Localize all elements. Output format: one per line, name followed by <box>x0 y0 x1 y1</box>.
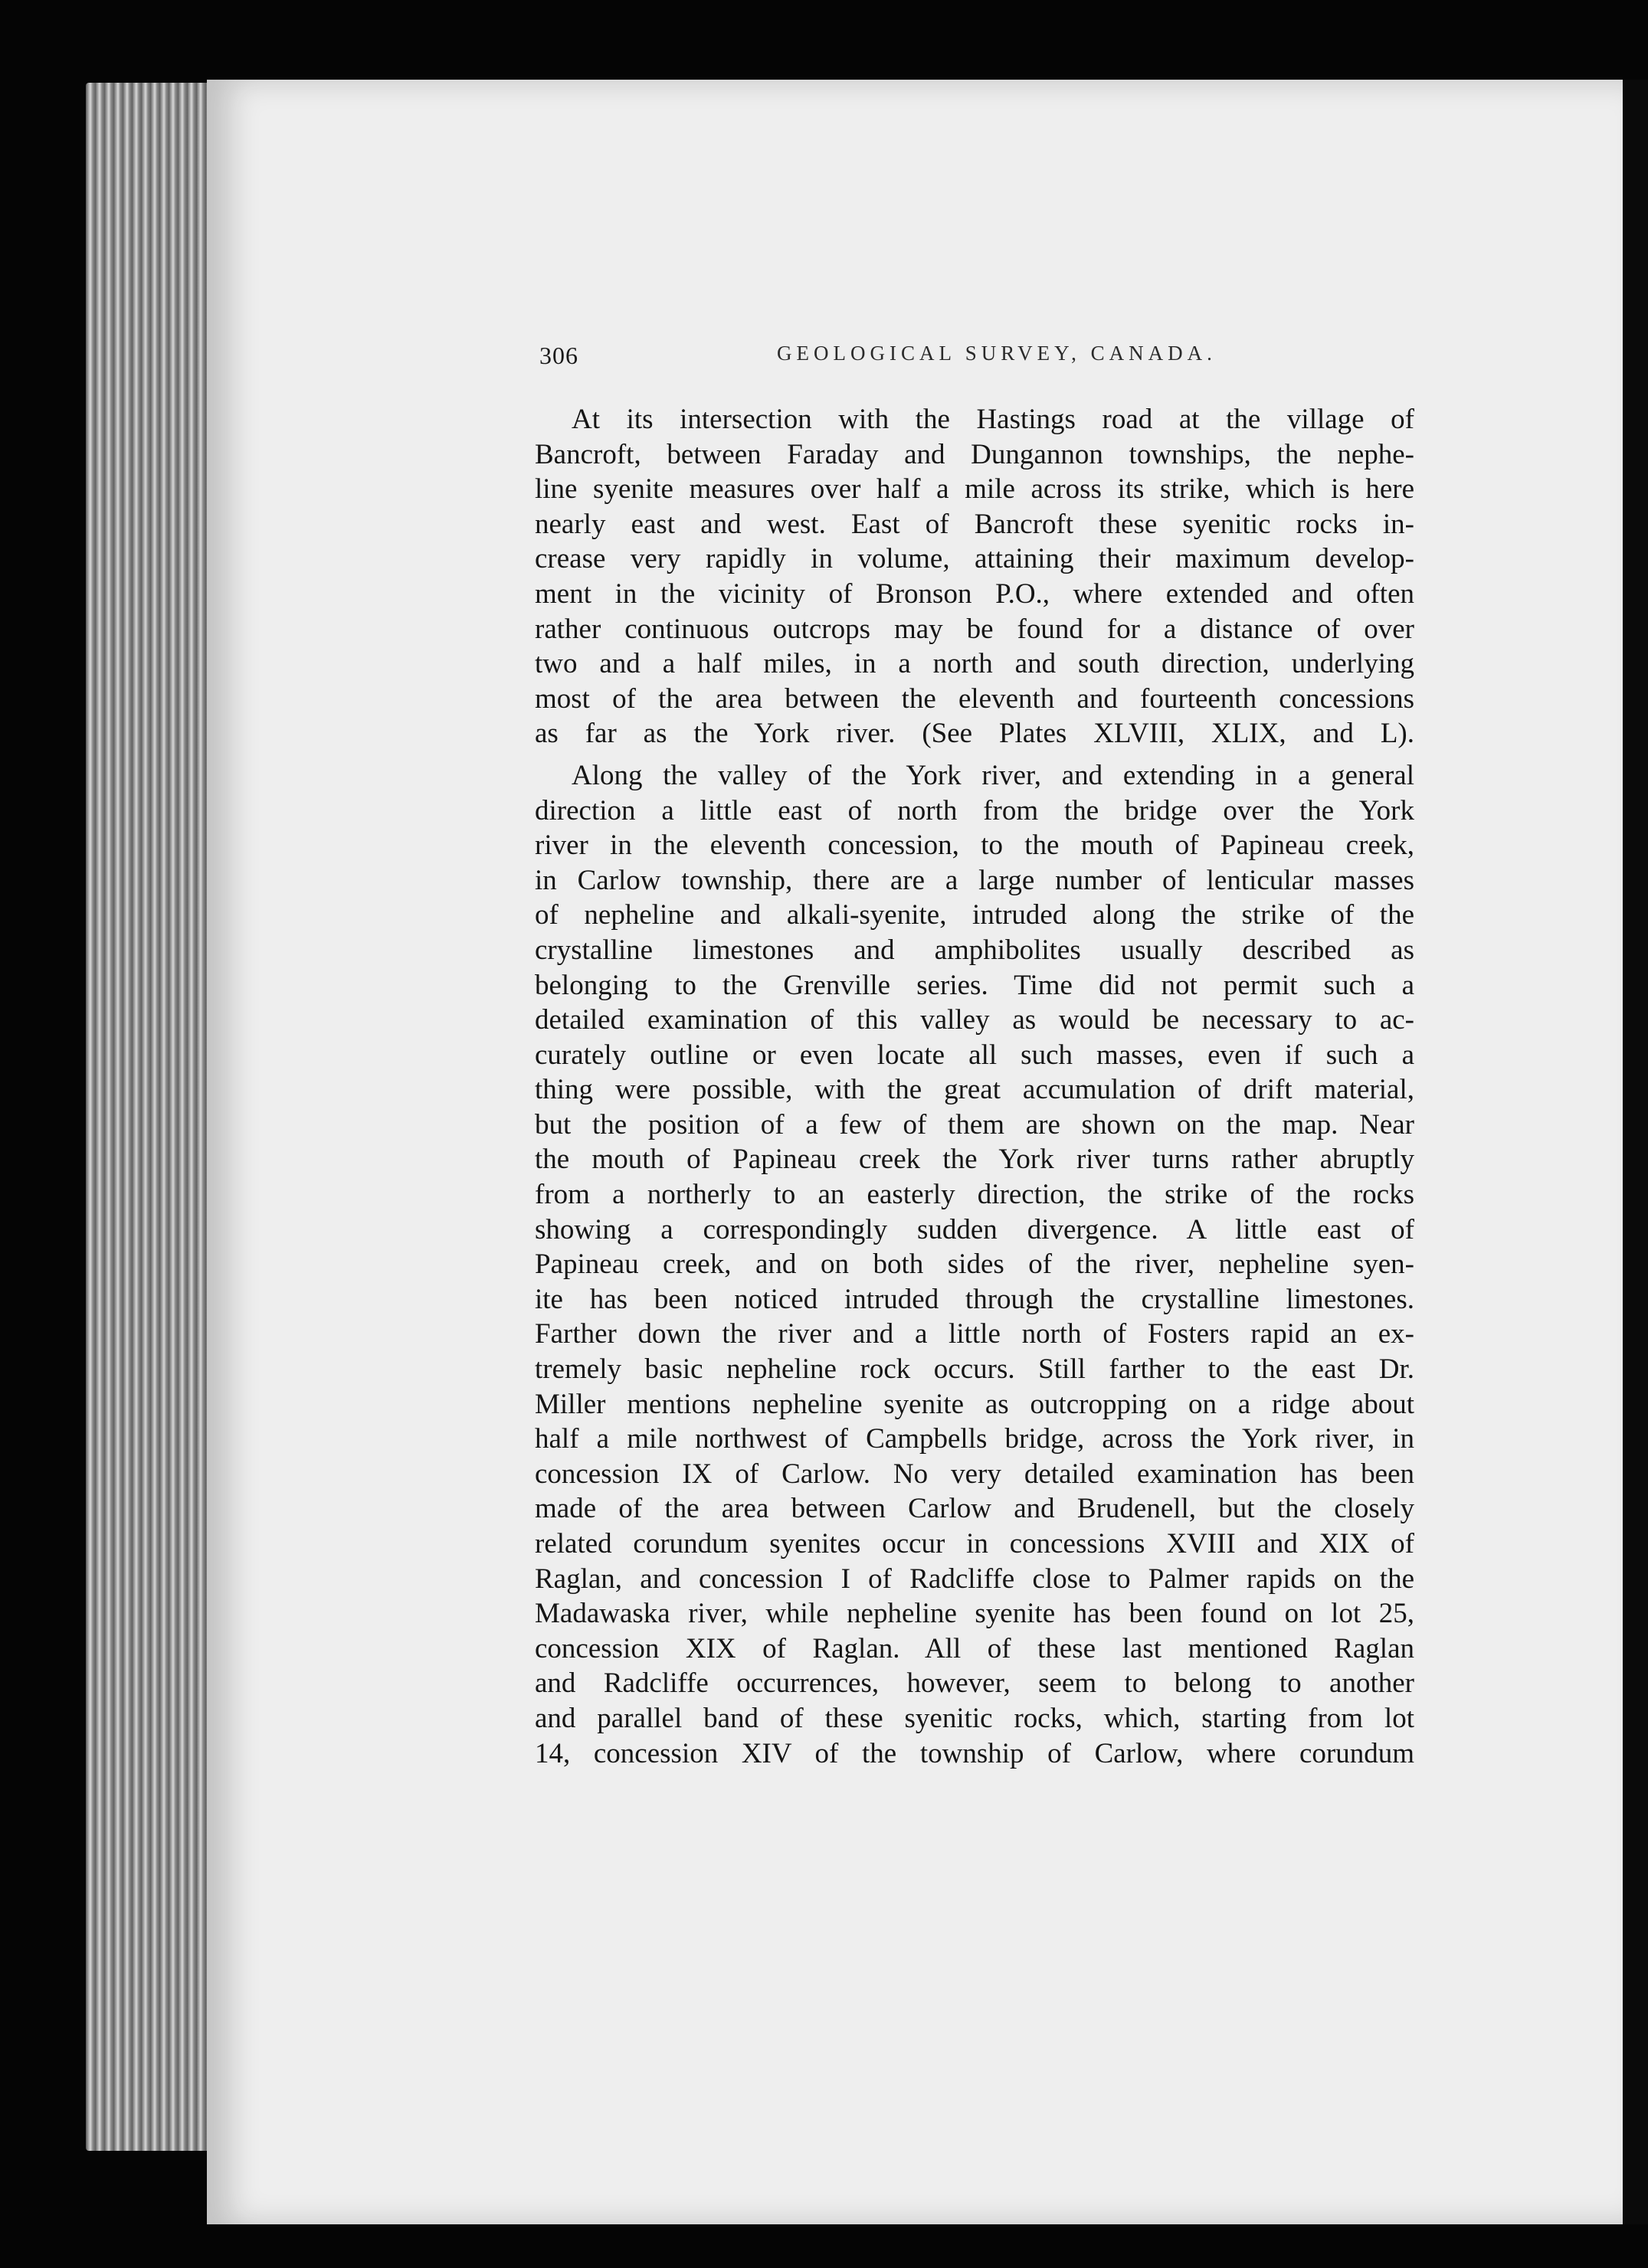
text-line: Raglan, and concession I of Radcliffe close to Palmer rapids on the <box>535 1563 1414 1595</box>
page-header <box>539 342 1416 372</box>
text-line: Farther down the river and a little north of Fosters rapid an ex- <box>535 1318 1414 1350</box>
text-line: and parallel band of these syenitic rocks, which, starting from lot <box>535 1702 1414 1734</box>
text-line: Madawaska river, while nepheline syenite has been found on lot 25, <box>535 1598 1414 1630</box>
text-line: belonging to the Grenville series. Time did not permit such a <box>535 969 1414 1001</box>
text-line: the mouth of Papineau creek the York river turns rather abruptly <box>535 1144 1414 1176</box>
text-line: Miller mentions nepheline syenite as outcropping on a ridge about <box>535 1388 1414 1420</box>
paragraph-2 <box>535 758 1414 1771</box>
text-line: and Radcliffe occurrences, however, seem to belong to another <box>535 1667 1414 1700</box>
text-line: concession XIX of Raglan. All of these last mentioned Raglan <box>535 1632 1414 1664</box>
text-line: thing were possible, with the great accumulation of drift material, <box>535 1074 1414 1106</box>
text-line: most of the area between the eleventh and fourteenth concessions <box>535 682 1414 715</box>
text-line: crease very rapidly in volume, attaining their maximum develop- <box>535 543 1414 575</box>
text-line: half a mile northwest of Campbells bridge, across the York river, in <box>535 1423 1414 1455</box>
text-line: concession IX of Carlow. No very detailed examination has been <box>535 1458 1414 1490</box>
text-line: two and a half miles, in a north and south direction, underlying <box>535 648 1414 680</box>
text-line: from a northerly to an easterly direction, the strike of the rocks <box>535 1179 1414 1211</box>
text-line: Along the valley of the York river, and extending in a general <box>572 759 1414 791</box>
body-text <box>535 402 1414 1771</box>
text-line: rather continuous outcrops may be found for a distance of over <box>535 613 1414 645</box>
text-line: ment in the vicinity of Bronson P.O., where extended and often <box>535 578 1414 610</box>
text-line: direction a little east of north from the bridge over the York <box>535 794 1414 826</box>
text-line: curately outline or even locate all such masses, even if such a <box>535 1039 1414 1071</box>
text-line: in Carlow township, there are a large number of lenticular masses <box>535 864 1414 896</box>
running-head: GEOLOGICAL SURVEY, CANADA. <box>777 342 1217 365</box>
text-line: Papineau creek, and on both sides of the river, nepheline syen- <box>535 1249 1414 1281</box>
text-line: ite has been noticed intruded through the crystalline limestones. <box>535 1283 1414 1315</box>
text-line: as far as the York river. (See Plates XLVIII, XLIX, and L). <box>535 718 1414 750</box>
paragraph-1 <box>535 402 1414 751</box>
text-line: made of the area between Carlow and Brudenell, but the closely <box>535 1493 1414 1525</box>
text-line: 14, concession XIV of the township of Carlow, where corundum <box>535 1737 1414 1769</box>
text-line: Bancroft, between Faraday and Dungannon townships, the nephe- <box>535 438 1414 470</box>
text-line: line syenite measures over half a mile across its strike, which is here <box>535 473 1414 506</box>
text-line: of nepheline and alkali-syenite, intruded along the strike of the <box>535 899 1414 931</box>
scan-border <box>1623 80 1648 2224</box>
text-line: but the position of a few of them are shown on the map. Near <box>535 1108 1414 1141</box>
text-line: crystalline limestones and amphibolites usually described as <box>535 934 1414 966</box>
text-line: river in the eleventh concession, to the mouth of Papineau creek, <box>535 830 1414 862</box>
text-line: related corundum syenites occur in concessions XVIII and XIX of <box>535 1528 1414 1559</box>
text-line: At its intersection with the Hastings road at the village of <box>572 404 1414 435</box>
text-line: tremely basic nepheline rock occurs. Still farther to the east Dr. <box>535 1353 1414 1386</box>
text-line: detailed examination of this valley as would be necessary to ac- <box>535 1004 1414 1036</box>
text-line: nearly east and west. East of Bancroft these syenitic rocks in- <box>535 508 1414 540</box>
text-line: showing a correspondingly sudden divergence. A little east of <box>535 1213 1414 1245</box>
page-number: 306 <box>539 342 578 369</box>
